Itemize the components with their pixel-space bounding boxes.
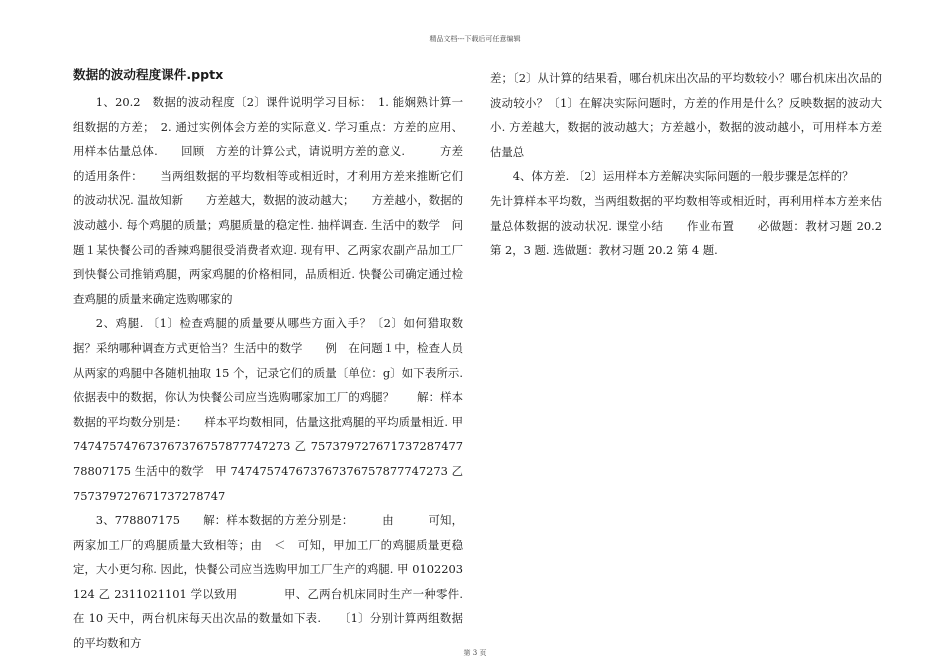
paragraph-3: 3、778807175 解：样本数据的方差分别是： 由 可知，两家加工厂的鸡腿质量大致相等；由 ＜ 可知，甲加工厂的鸡腿质量更稳定，大小更匀称. 因此，快餐公司应当选购甲加工厂生产的鸡腿. 甲 0102203124 乙 2311021101 学以致用 甲、乙两台机床同时生产一种零件. 在 10 天中，两台机床每天出次品的数量如下表. 〔1〕分别计算两组数据的平均数和方: [73, 513, 463, 651]
paragraph-3-continued: 差；〔2〕从计算的结果看，哪台机床出次品的平均数较小？哪台机床出次品的波动较小？〔1〕在解决实际问题时，方差的作用是什么？反映数据的波动大小. 方差越大，数据的波动越大；方差越小，数据的波动越小，可用样本方差估量总: [490, 71, 882, 159]
document-title: 数据的波动程度课件.pptx: [73, 67, 224, 82]
page-footer: 第 3 页: [463, 649, 487, 657]
paragraph-4: 4、体方差. 〔2〕运用样本方差解决实际问题的一般步骤是怎样的？: [512, 169, 854, 184]
page-header: 精品文档---下载后可任意编辑: [429, 35, 521, 43]
paragraph-2: 2、鸡腿. 〔1〕检查鸡腿的质量要从哪些方面入手？〔2〕如何猎取数据？采纳哪种调查方式更恰当？生活中的数学 例 在问题１中，检查人员从两家的鸡腿中各随机抽取 15 个，记录它们的质量〔单位：g〕如下表所示. 依据表中的数据，你认为快餐公司应当选购哪家加工厂的鸡腿？ 解：样本数据的平均数分别是： 样本平均数相同，估量这批鸡腿的平均质量相近. 甲 747475747673767376757877747273 乙 757379727671737287477788071​75 生活中的数学 甲 747475747673767376757877747273 乙 7573797276717372​78747: [73, 316, 463, 503]
paragraph-4-continued: 先计算样本平均数，当两组数据的平均数相等或相近时，再利用样本方差来估量总体数据的波动状况. 课堂小结 作业布置 必做题：教材习题 20.2 第 2，3 题. 选做题：教材习题 20.2 第 4 题.: [490, 193, 882, 258]
right-column: [490, 66, 882, 263]
left-column: [73, 66, 463, 656]
paragraph-1: 1、20.2 数据的波动程度〔2〕课件说明学习目标： 1. 能娴熟计算一组数据的方差； 2. 通过实例体会方差的实际意义. 学习重点：方差的应用、用样本估量总体. 回顾 方差的计算公式，请说明方差的意义. 方差的适用条件： 当两组数据的平均数相等或相近时，才利用方差来推断它们的波动状况. 温故知新 方差越大，数据的波动越大； 方差越小，数据的波动越小. 每个鸡腿的质量；鸡腿质量的稳定性. 抽样调查. 生活中的数学 问题１某快餐公司的香辣鸡腿很受消费者欢迎. 现有甲、乙两家农副产品加工厂到快餐公司推销鸡腿，两家鸡腿的价格相同，品质相近. 快餐公司确定通过检查鸡腿的质量来确定选购哪家的: [73, 95, 463, 306]
